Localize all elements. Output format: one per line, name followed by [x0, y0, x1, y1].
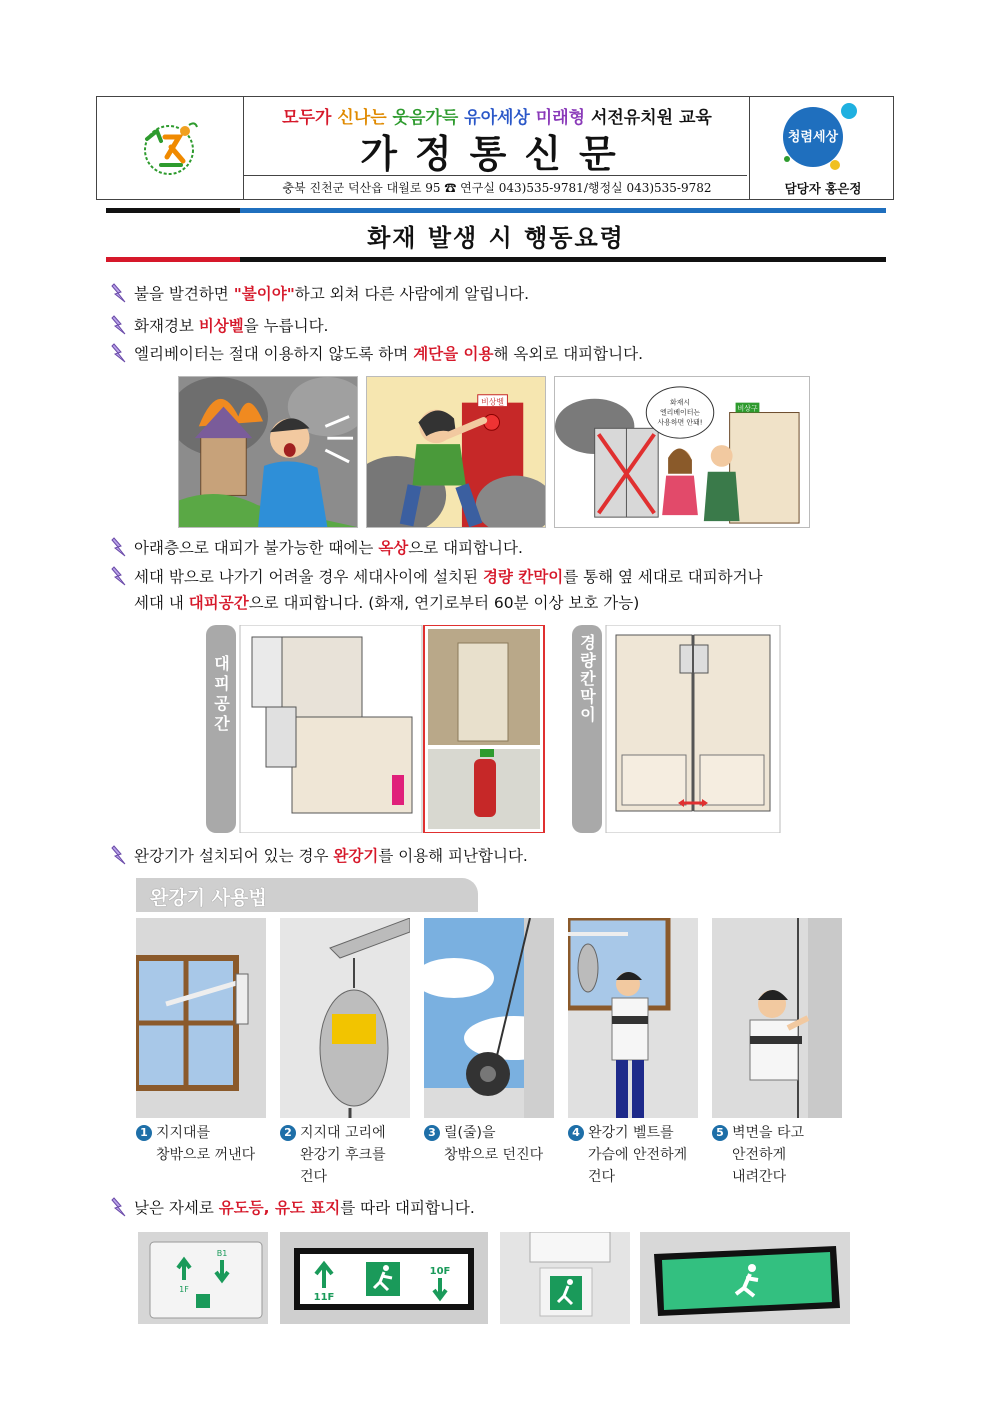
item-highlight: 유도등, 유도 표지 [218, 1199, 341, 1217]
step-1-image [136, 918, 266, 1118]
item-highlight: 경량 칸막이 [482, 568, 564, 586]
partition-label: 경량칸막이 [577, 634, 597, 724]
item-text: 불을 발견하면 [134, 285, 234, 303]
item-text: 낮은 자세로 [134, 1199, 219, 1217]
step-line: 안전하게 [732, 1147, 787, 1163]
exit-sign-photo-3 [500, 1232, 630, 1324]
item-text: 를 통해 옆 세대로 대피하거나 [563, 568, 763, 586]
evac-space-label: 대피공간 [211, 655, 231, 735]
bottom-bar-black [240, 257, 886, 262]
slogan-part-1: 모두가 [282, 108, 338, 128]
evac-space-floorplan [206, 625, 548, 833]
step-number: 3 [424, 1125, 440, 1141]
top-bar-blue [240, 208, 886, 213]
item-text: 세대 밖으로 나가기 어려울 경우 세대사이에 설치된 [134, 568, 483, 586]
item-text: 엘리베이터는 절대 이용하지 않도록 하며 [134, 345, 414, 363]
lightning-bullet-icon [110, 537, 128, 557]
item-text: 해 옥외로 대피합니다. [493, 345, 643, 363]
item-text: 아래층으로 대피가 불가능한 때에는 [134, 539, 379, 557]
exit-label: 비상구 [737, 404, 758, 413]
item-highlight: 대피공간 [188, 594, 249, 612]
school-logo-icon [131, 117, 207, 181]
step-caption [136, 1122, 255, 1166]
item-text: 를 따라 대피합니다. [340, 1199, 475, 1217]
step-number: 5 [712, 1125, 728, 1141]
lightning-bullet-icon [110, 845, 128, 865]
page-title: 가정통신문 [360, 131, 634, 176]
item-text: 을 누릅니다. [243, 317, 329, 335]
step-line: 내려간다 [732, 1169, 787, 1185]
sign-floor-1f: 1F [179, 1285, 189, 1294]
step-number: 4 [568, 1125, 584, 1141]
item-highlight: 비상벨 [198, 317, 244, 335]
item-text: 를 이용해 피난합니다. [378, 847, 528, 865]
descender-title: 완강기 사용법 [150, 887, 267, 909]
step-line: 릴(줄)을 [444, 1125, 496, 1141]
slogan-part-3: 웃음가득 [392, 108, 465, 128]
item-text: 세대 내 [134, 594, 189, 612]
list-item [110, 1196, 475, 1221]
slogan-part-6: 서전유치원 교육 [590, 108, 712, 128]
speech-line-2: 엘리베이터는 [659, 408, 701, 417]
slogan-part-4: 유아세상 [464, 108, 536, 128]
lightning-bullet-icon [110, 283, 128, 303]
header-table [96, 96, 894, 200]
partition-floorplan [572, 625, 782, 833]
step-line: 벽면을 타고 [732, 1125, 805, 1141]
list-item [110, 314, 328, 339]
step-line: 창밖으로 던진다 [444, 1147, 544, 1163]
step-line: 지지대 고리에 [300, 1125, 386, 1141]
list-item [110, 565, 763, 590]
exit-sign-photo-4 [640, 1232, 850, 1324]
step-3-image [424, 918, 554, 1118]
shout-fire-illustration [178, 376, 358, 528]
slogan-part-5: 미래형 [535, 108, 591, 128]
speech-line-1: 화재시 [669, 398, 691, 407]
lightning-bullet-icon [110, 566, 128, 586]
integrity-logo-icon [777, 99, 867, 173]
alarm-bell-illustration [366, 376, 546, 528]
bottom-bar-red [106, 257, 240, 262]
item-text: 완강기가 설치되어 있는 경우 [134, 847, 334, 865]
item-text: 하고 외쳐 다른 사람에게 알립니다. [294, 285, 530, 303]
step-line: 가슴에 안전하게 [588, 1147, 688, 1163]
step-line: 지지대를 [156, 1125, 211, 1141]
list-item [110, 282, 529, 307]
list-item-continuation [134, 591, 639, 616]
list-item [110, 342, 643, 367]
exit-sign-photo-2 [280, 1232, 488, 1324]
item-highlight: 계단을 이용 [413, 345, 494, 363]
item-text: 으로 대피합니다. (화재, 연기로부터 60분 이상 보호 가능) [248, 594, 640, 612]
step-2-image [280, 918, 410, 1118]
step-line: 창밖으로 꺼낸다 [156, 1147, 256, 1163]
item-text: 화재경보 [134, 317, 199, 335]
step-4-image [568, 918, 698, 1118]
item-highlight: "불이야" [233, 285, 295, 303]
item-text: 으로 대피합니다. [408, 539, 523, 557]
lightning-bullet-icon [110, 343, 128, 363]
exit-sign-photo-1 [138, 1232, 268, 1324]
no-elevator-illustration [554, 376, 810, 528]
step-caption [712, 1122, 804, 1188]
step-caption [424, 1122, 543, 1166]
sign-floor-11f: 11F [313, 1292, 335, 1303]
lightning-bullet-icon [110, 1197, 128, 1217]
top-bar-black [106, 208, 240, 213]
speech-line-3: 사용하면 안돼! [657, 418, 703, 427]
step-caption [568, 1122, 687, 1188]
step-line: 건다 [588, 1169, 616, 1185]
list-item [110, 536, 523, 561]
step-line: 완강기 후크를 [300, 1147, 386, 1163]
step-number: 1 [136, 1125, 152, 1141]
list-item [110, 844, 528, 869]
step-5-image [712, 918, 842, 1118]
item-highlight: 완강기 [333, 847, 379, 865]
step-caption [280, 1122, 386, 1188]
sign-floor-b1: B1 [216, 1249, 228, 1258]
step-line: 완강기 벨트를 [588, 1125, 674, 1141]
lightning-bullet-icon [110, 315, 128, 335]
slogan-part-2: 신나는 [337, 108, 393, 128]
alarm-label: 비상벨 [481, 397, 505, 407]
step-line: 건다 [300, 1169, 328, 1185]
item-highlight: 옥상 [378, 539, 409, 557]
section-title: 화재 발생 시 행동요령 [367, 224, 625, 252]
school-address: 충북 진천군 덕산읍 대월로 95 ☎ 연구실 043)535-9781/행정실 043)535-9782 [282, 181, 712, 195]
sign-floor-10f: 10F [429, 1266, 451, 1277]
step-number: 2 [280, 1125, 296, 1141]
manager-name: 담당자 홍은정 [784, 181, 862, 196]
integrity-logo-text: 청렴세상 [787, 130, 839, 145]
